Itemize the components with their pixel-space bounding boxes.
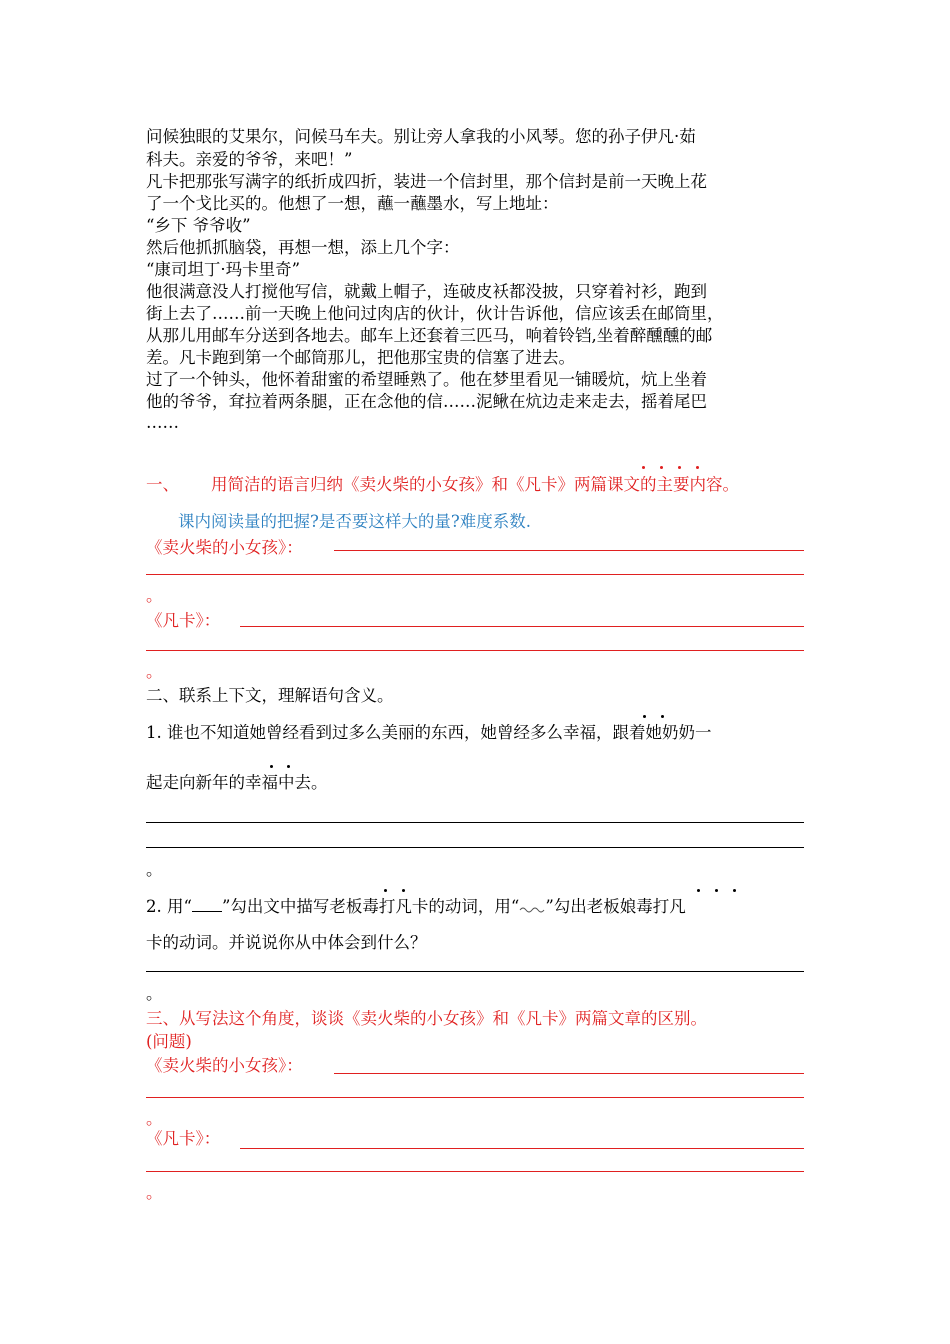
- answer-line[interactable]: [146, 574, 804, 575]
- answer-line[interactable]: [240, 626, 804, 627]
- emphasis-dot: [643, 715, 646, 718]
- passage-line: “乡下 爷爷收”: [146, 216, 251, 235]
- question-3-heading: 三、从写法这个角度，谈谈《卖火柴的小女孩》和《凡卡》两篇文章的区别。: [146, 1009, 707, 1028]
- question-1-number: 一、: [146, 475, 179, 494]
- question-2-item-1-cont: 起走向新年的幸福中去。: [146, 773, 328, 792]
- answer-period: 。: [146, 1109, 163, 1128]
- question-2-item-2-cont: 卡的动词。并说说你从中体会到什么？: [146, 933, 427, 952]
- emphasis-dot: [697, 889, 700, 892]
- answer-line[interactable]: [334, 1073, 804, 1074]
- emphasis-dot: [642, 466, 645, 469]
- answer-line[interactable]: [146, 1097, 804, 1098]
- passage-line: 街上去了……前一天晚上他问过肉店的伙计，伙计告诉他，信应该丢在邮筒里，: [146, 304, 724, 323]
- answer-line[interactable]: [146, 971, 804, 972]
- emphasis-dot: [384, 889, 387, 892]
- answer-label-match-girl: 《卖火柴的小女孩》：: [146, 1056, 303, 1075]
- answer-label-vanka: 《凡卡》：: [146, 1129, 221, 1148]
- passage-line: 差。凡卡跑到第一个邮筒那儿，把他那宝贵的信塞了进去。: [146, 348, 575, 367]
- question-2-item-2: [146, 896, 686, 918]
- emphasis-dot: [402, 889, 405, 892]
- answer-label-vanka: 《凡卡》：: [146, 611, 221, 630]
- passage-line: 他很满意没人打搅他写信，就戴上帽子，连破皮袄都没披，只穿着衬衫，跑到: [146, 282, 707, 301]
- emphasis-dot: [715, 889, 718, 892]
- question-2-item-2-part: 2. 用“: [146, 897, 192, 916]
- emphasis-dot: [287, 765, 290, 768]
- answer-label-match-girl: 《卖火柴的小女孩》：: [146, 538, 303, 557]
- emphasis-dot: [733, 889, 736, 892]
- passage-line: 科夫。亲爱的爷爷，来吧！”: [146, 150, 353, 169]
- passage-line: 他的爷爷，耷拉着两条腿，正在念他的信……泥鳅在炕边走来走去，摇着尾巴: [146, 392, 707, 411]
- question-2-item-2-part: ”勾出老板娘毒打凡: [545, 897, 686, 916]
- answer-line[interactable]: [146, 822, 804, 823]
- answer-line[interactable]: [146, 1171, 804, 1172]
- passage-line: 问候独眼的艾果尔，问候马车夫。别让旁人拿我的小风琴。您的孙子伊凡·茹: [146, 127, 696, 146]
- question-2-item-2-part: ”勾出文中描写老板毒打凡卡的动词，用“: [221, 897, 520, 916]
- answer-period: 。: [146, 1183, 163, 1202]
- answer-line[interactable]: [146, 847, 804, 848]
- answer-period: 。: [146, 860, 163, 879]
- emphasis-dot: [696, 466, 699, 469]
- answer-period: 。: [146, 984, 163, 1003]
- answer-period: 。: [146, 586, 163, 605]
- answer-period: 。: [146, 662, 163, 681]
- passage-line: “康司坦丁·玛卡里奇”: [146, 260, 301, 279]
- emphasis-dot: [661, 715, 664, 718]
- passage-line: 过了一个钟头，他怀着甜蜜的希望睡熟了。他在梦里看见一铺暖炕，炕上坐着: [146, 370, 707, 389]
- passage-line: 凡卡把那张写满字的纸折成四折，装进一个信封里，那个信封是前一天晚上花: [146, 172, 707, 191]
- passage-line: 了一个戈比买的。他想了一想，蘸一蘸墨水，写上地址：: [146, 194, 559, 213]
- emphasis-dot: [660, 466, 663, 469]
- question-1-note: 课内阅读量的把握?是否要这样大的量?难度系数.: [178, 512, 531, 531]
- passage-line: 从那儿用邮车分送到各地去。邮车上还套着三匹马，响着铃铛,坐着醉醺醺的邮: [146, 326, 713, 345]
- emphasis-dot: [270, 765, 273, 768]
- question-1-text: 用简洁的语言归纳《卖火柴的小女孩》和《凡卡》两篇课文的主要内容。: [211, 475, 739, 494]
- passage-line: 然后他抓抓脑袋，再想一想，添上几个字：: [146, 238, 460, 257]
- question-2-heading: 二、联系上下文，理解语句含义。: [146, 686, 394, 705]
- emphasis-dot: [678, 466, 681, 469]
- passage-line: ……: [146, 413, 179, 432]
- answer-line[interactable]: [334, 550, 804, 551]
- straight-underline-sample: [192, 897, 222, 912]
- answer-line[interactable]: [240, 1148, 804, 1149]
- question-3-sub: (问题): [146, 1032, 192, 1051]
- wavy-underline-sample: [519, 903, 545, 913]
- question-2-item-1: 1. 谁也不知道她曾经看到过多么美丽的东西，她曾经多么幸福，跟着她奶奶一: [146, 723, 712, 742]
- answer-line[interactable]: [146, 650, 804, 651]
